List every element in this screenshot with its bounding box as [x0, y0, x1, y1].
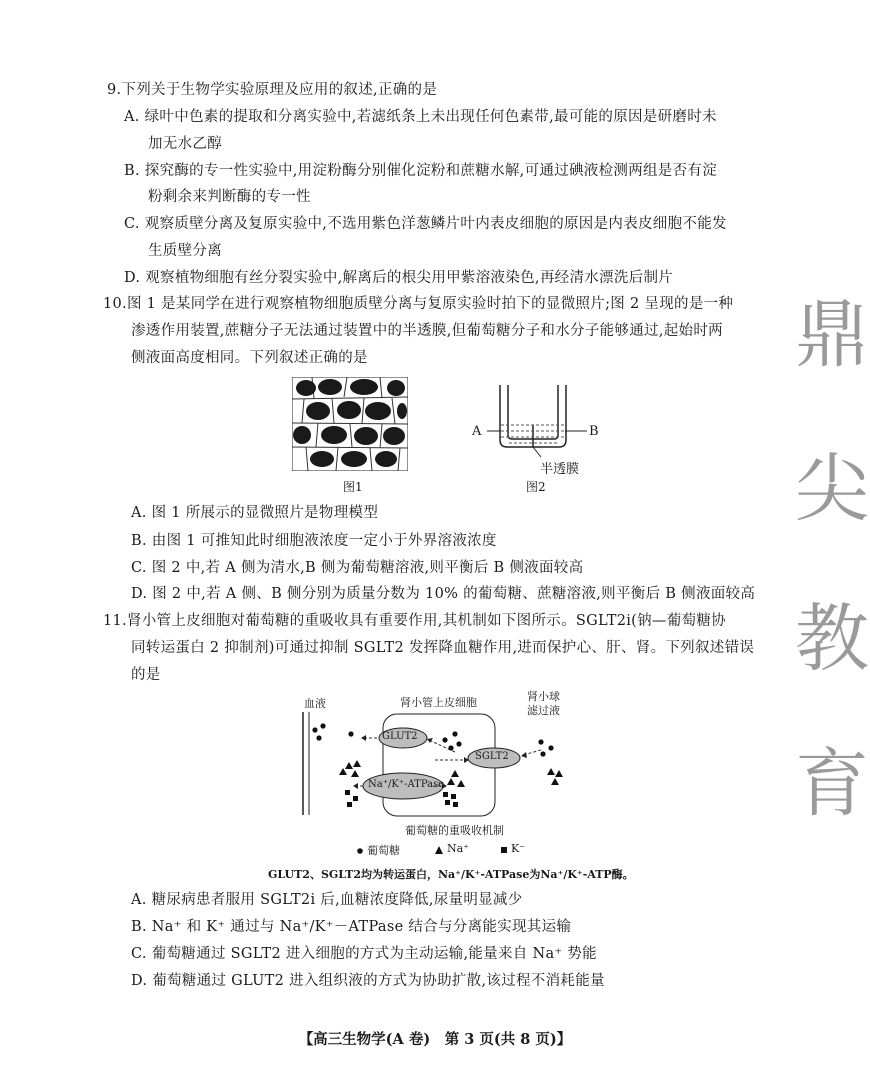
- figure-1-micrograph: [292, 377, 408, 471]
- diagram-note: GLUT2、SGLT2均为转运蛋白，Na⁺/K⁺-ATPase为Na⁺/K⁺-ATP酶。: [268, 868, 634, 881]
- q11-option-a: A. 糖尿病患者服用 SGLT2i 后,血糖浓度降低,尿量明显减少: [131, 892, 523, 908]
- q9-stem: 9.下列关于生物学实验原理及应用的叙述,正确的是: [107, 82, 438, 98]
- q9-option-b-cont: 粉剩余来判断酶的专一性: [148, 189, 311, 205]
- q9-option-d: D. 观察植物细胞有丝分裂实验中,解离后的根尖用甲紫溶液染色,再经清水漂洗后制片: [124, 270, 674, 286]
- q11-option-d: D. 葡萄糖通过 GLUT2 进入组织液的方式为协助扩散,该过程不消耗能量: [131, 973, 605, 989]
- page-footer: 【高三生物学(A 卷) 第 3 页(共 8 页)】: [298, 1031, 572, 1048]
- q9-option-c-cont: 生质壁分离: [148, 243, 222, 259]
- figure-2-u-tube: [465, 385, 605, 480]
- q10-option-b: B. 由图 1 可推知此时细胞液浓度一定小于外界溶液浓度: [131, 533, 497, 549]
- q9-option-a: A. 绿叶中色素的提取和分离实验中,若滤纸条上未出现任何色素带,最可能的原因是研磨时未: [124, 109, 717, 125]
- q10-stem-1: 10.图 1 是某同学在进行观察植物细胞质壁分离与复原实验时拍下的显微照片;图 2 呈现的是一种: [103, 296, 734, 312]
- figure-2-caption: 图2: [526, 480, 546, 494]
- watermark-char-3: 教: [795, 596, 869, 682]
- glut2-label: GLUT2: [382, 731, 418, 742]
- q11-stem-1: 11.肾小管上皮细胞对葡萄糖的重吸收具有重要作用,其机制如下图所示。SGLT2i(钠—葡萄糖协: [103, 613, 726, 629]
- q11-stem-3: 的是: [131, 667, 161, 683]
- figure-2-label-b: B: [589, 424, 599, 439]
- legend-na: Na⁺: [447, 842, 469, 855]
- q9-option-b: B. 探究酶的专一性实验中,用淀粉酶分别催化淀粉和蔗糖水解,可通过碘液检测两组是否有淀: [124, 163, 717, 179]
- q10-stem-2: 渗透作用装置,蔗糖分子无法通过装置中的半透膜,但葡萄糖分子和水分子能够通过,起始时两: [131, 323, 723, 339]
- q10-stem-3: 侧液面高度相同。下列叙述正确的是: [131, 350, 368, 366]
- legend-glucose: 葡萄糖: [367, 844, 400, 857]
- q9-option-a-cont: 加无水乙醇: [148, 136, 222, 152]
- q9-option-c: C. 观察质壁分离及复原实验中,不选用紫色洋葱鳞片叶内表皮细胞的原因是内表皮细胞不能发: [124, 216, 727, 232]
- figure-1-caption: 图1: [343, 480, 363, 494]
- watermark-char-2: 尖: [795, 446, 869, 532]
- q11-stem-2: 同转运蛋白 2 抑制剂)可通过抑制 SGLT2 发挥降血糖作用,进而保护心、肝、肾。下列叙述错误: [131, 640, 755, 656]
- legend-na-icon: [434, 845, 444, 855]
- filtrate-label-2: 滤过液: [527, 704, 560, 717]
- sglt2-label: SGLT2: [475, 751, 509, 762]
- q10-option-d: D. 图 2 中,若 A 侧、B 侧分别为质量分数为 10% 的葡萄糖、蔗糖溶液,则平衡后 B 侧液面较高: [131, 586, 756, 602]
- watermark-char-1: 鼎: [795, 292, 869, 378]
- figure-2-label-a: A: [472, 424, 482, 439]
- q11-option-b: B. Na⁺ 和 K⁺ 通过与 Na⁺/K⁺－ATPase 结合与分离能实现其运输: [131, 919, 572, 935]
- diagram-title: 葡萄糖的重吸收机制: [405, 824, 504, 837]
- blood-label: 血液: [304, 697, 326, 710]
- q11-option-c: C. 葡萄糖通过 SGLT2 进入细胞的方式为主动运输,能量来自 Na⁺ 势能: [131, 946, 597, 962]
- q10-option-c: C. 图 2 中,若 A 侧为清水,B 侧为葡萄糖溶液,则平衡后 B 侧液面较高: [131, 560, 584, 576]
- filtrate-label-1: 肾小球: [527, 690, 560, 703]
- figure-2-membrane-label: 半透膜: [540, 462, 580, 477]
- legend-k-icon: [500, 846, 508, 854]
- cell-label: 肾小管上皮细胞: [400, 696, 477, 709]
- legend-glucose-icon: [356, 847, 364, 855]
- watermark-char-4: 育: [795, 741, 869, 827]
- legend-k: K⁻: [511, 842, 526, 855]
- q10-option-a: A. 图 1 所展示的显微照片是物理模型: [131, 505, 379, 521]
- atpase-label: Na⁺/K⁺-ATPase: [368, 779, 445, 790]
